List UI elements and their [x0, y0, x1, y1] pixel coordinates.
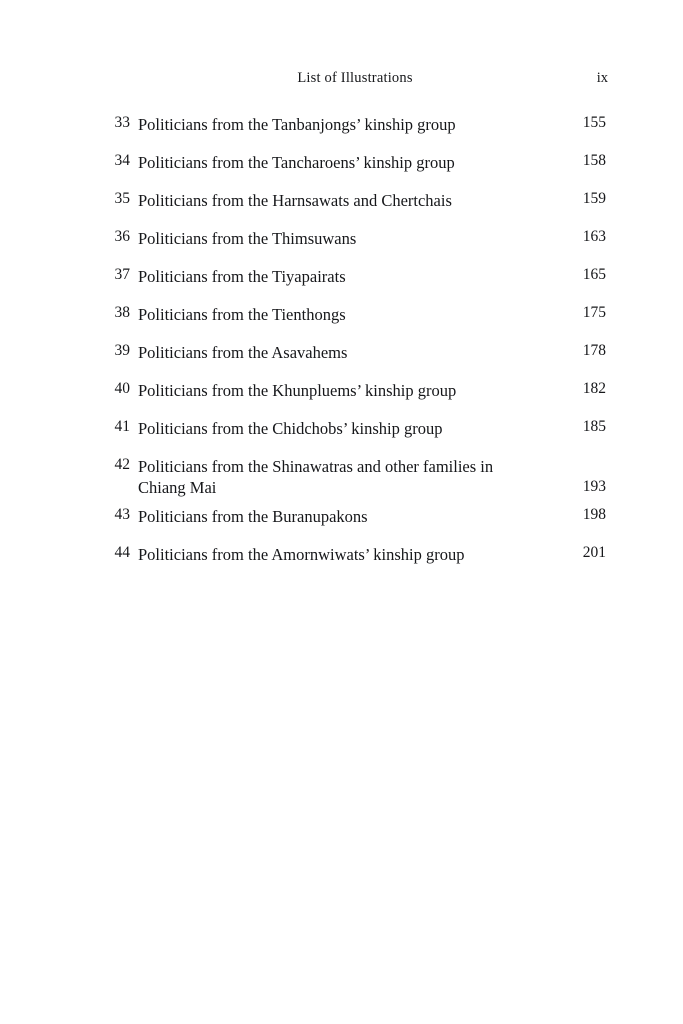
list-item [104, 110, 606, 148]
figure-number: 34 [114, 152, 130, 169]
list-item [104, 262, 606, 300]
running-head [110, 70, 608, 90]
figure-page-number: 185 [582, 418, 606, 435]
running-head-title: List of Illustrations [297, 70, 413, 86]
figure-caption: Politicians from the Asavahems [138, 343, 348, 362]
figure-number: 42 [114, 456, 130, 473]
figure-caption: Politicians from the Tiyapairats [138, 267, 346, 286]
list-item [104, 338, 606, 376]
figure-number: 37 [114, 266, 130, 283]
list-item [104, 502, 606, 540]
page-folio: ix [596, 70, 608, 86]
figure-page-number: 198 [582, 506, 606, 524]
figure-page-number: 175 [582, 304, 606, 321]
figure-number: 41 [114, 418, 130, 435]
figure-number: 40 [114, 380, 130, 397]
list-item [104, 300, 606, 338]
list-of-illustrations [104, 110, 606, 578]
figure-number: 36 [114, 228, 130, 245]
list-item [104, 540, 606, 578]
list-item [104, 148, 606, 186]
figure-caption: Politicians from the Shinawatras and other families in Chiang Mai [138, 457, 494, 498]
figure-caption: Politicians from the Tienthongs [138, 305, 346, 324]
figure-number: 33 [114, 114, 130, 131]
figure-page-number: 201 [582, 544, 606, 562]
figure-caption: Politicians from the Thimsuwans [138, 229, 357, 248]
figure-page-number: 182 [582, 380, 606, 397]
figure-caption: Politicians from the Amornwiwats’ kinship group [138, 545, 465, 565]
figure-page-number: 163 [582, 228, 606, 245]
figure-caption: Politicians from the Tanbanjongs’ kinship group [138, 115, 456, 134]
figure-caption: Politicians from the Chidchobs’ kinship group [138, 419, 443, 438]
figure-page-number: 165 [582, 266, 606, 283]
figure-page-number: 155 [582, 114, 606, 131]
list-item [104, 452, 606, 502]
figure-page-number: 158 [582, 152, 606, 169]
figure-number: 44 [114, 544, 130, 562]
figure-number: 35 [114, 190, 130, 207]
figure-page-number: 159 [582, 190, 606, 207]
figure-caption: Politicians from the Harnsawats and Chertchais [138, 191, 452, 210]
figure-caption: Politicians from the Khunpluems’ kinship group [138, 381, 457, 400]
list-item [104, 414, 606, 452]
figure-page-number: 193 [582, 478, 606, 495]
list-item [104, 186, 606, 224]
figure-number: 39 [114, 342, 130, 359]
figure-caption: Politicians from the Buranupakons [138, 507, 368, 527]
figure-caption: Politicians from the Tancharoens’ kinship group [138, 153, 455, 172]
figure-number: 43 [114, 506, 130, 524]
figure-number: 38 [114, 304, 130, 321]
list-item [104, 376, 606, 414]
list-item [104, 224, 606, 262]
figure-page-number: 178 [582, 342, 606, 359]
